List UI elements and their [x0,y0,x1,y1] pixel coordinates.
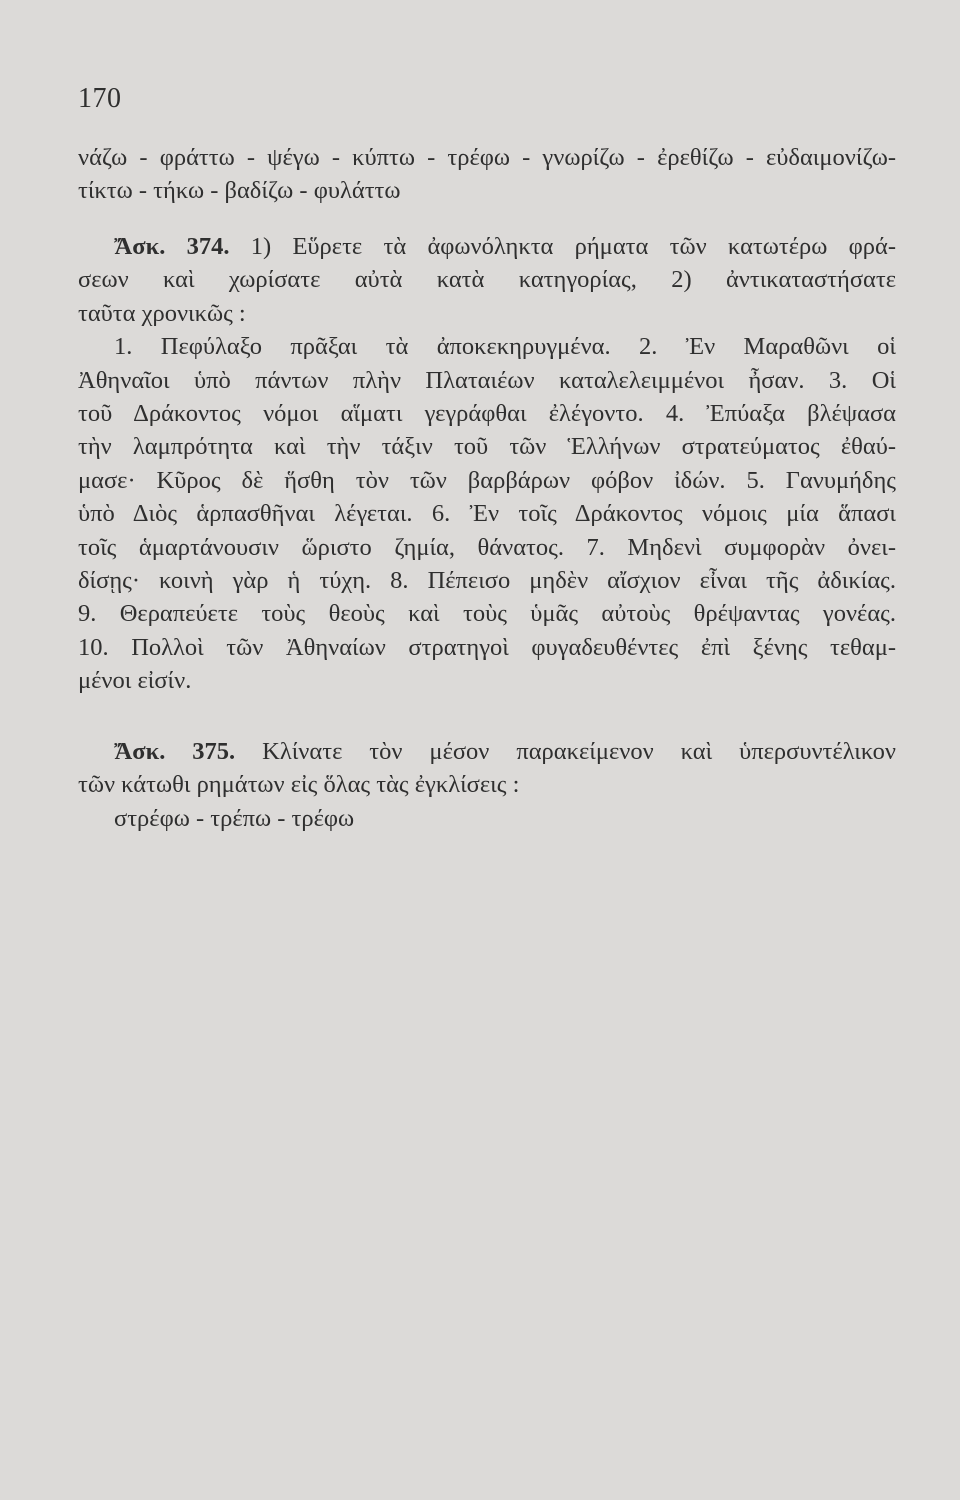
exercise-374 [78,230,896,698]
verb-list-line-1: νάζω - φράττω - ψέγω - κύπτω - τρέφω - γνωρίζω - ἐρεθίζω - εὐδαιμονίζω- [78,144,896,171]
exercise-374-line-7: τὴν λαμπρότητα καὶ τὴν τάξιν τοῦ τῶν Ἑλλήνων στρατεύματος ἐθαύ- [78,433,896,461]
exercise-374-line-2: σεων καὶ χωρίσατε αὐτὰ κατὰ κατηγορίας, 2) ἀντικαταστήσατε [78,266,896,294]
exercise-374-line-8: μασε· Κῦρος δὲ ἥσθη τὸν τῶν βαρβάρων φόβον ἰδών. 5. Γανυμήδης [78,466,896,494]
exercise-374-line-10: τοῖς ἁμαρτάνουσιν ὥριστο ζημία, θάνατος. 7. Μηδενὶ συμφορὰν ὀνει- [78,533,896,561]
exercise-375-line-1: Κλίνατε τὸν μέσον παρακείμενον καὶ ὑπερσυντέλικον [262,738,896,765]
exercise-374-line-6: τοῦ Δράκοντος νόμοι αἵματι γεγράφθαι ἐλέγοντο. 4. Ἐπύαξα βλέψασα [78,400,896,428]
exercise-375 [78,735,896,835]
exercise-375-first-line [78,735,896,768]
exercise-374-line-13: 10. Πολλοὶ τῶν Ἀθηναίων στρατηγοὶ φυγαδευθέντες ἐπὶ ξένης τεθαμ- [78,633,896,661]
exercise-374-line-3: ταῦτα χρονικῶς : [78,299,246,327]
exercise-374-label: Ἄσκ. 374. [114,233,230,260]
exercise-374-line-14: μένοι εἰσίν. [78,667,192,695]
exercise-374-line-11: δίσῃς· κοινὴ γὰρ ἡ τύχη. 8. Πέπεισο μηδὲν αἴσχιον εἶναι τῆς ἀδικίας. [78,567,896,595]
exercise-374-line-4: 1. Πεφύλαξο πρᾶξαι τὰ ἀποκεκηρυγμένα. 2. Ἐν Μαραθῶνι οἱ [114,333,896,361]
verb-list-line-2: τίκτω - τήκω - βαδίζω - φυλάττω [78,177,401,205]
exercise-374-line-9: ὑπὸ Διὸς ἁρπασθῆναι λέγεται. 6. Ἐν τοῖς Δράκοντος νόμοις μία ἅπασι [78,500,896,528]
page-number: 170 [78,83,122,114]
exercise-375-line-2: τῶν κάτωθι ρημάτων εἰς ὅλας τὰς ἐγκλίσεις : [78,771,520,799]
verb-list-continuation [78,141,896,208]
exercise-374-line-5: Ἀθηναῖοι ὑπὸ πάντων πλὴν Πλαταιέων καταλελειμμένοι ἦσαν. 3. Οἱ [78,366,896,394]
exercise-375-label: Ἄσκ. 375. [114,738,236,765]
exercise-374-line-1: 1) Εὕρετε τὰ ἀφωνόληκτα ρήματα τῶν κατωτέρω φρά- [250,233,896,260]
exercise-375-line-3: στρέφω - τρέπω - τρέφω [114,804,355,832]
exercise-374-line-12: 9. Θεραπεύετε τοὺς θεοὺς καὶ τοὺς ὑμᾶς αὐτοὺς θρέψαντας γονέας. [78,600,896,628]
exercise-374-first-line [78,230,896,263]
